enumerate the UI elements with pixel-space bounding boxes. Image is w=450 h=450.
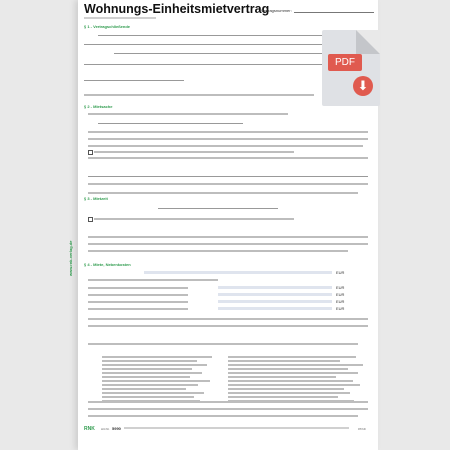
property-address-field[interactable] — [98, 123, 243, 124]
section-heading-1: § 1 - Vertragschließende — [84, 24, 131, 29]
amenities-line — [88, 138, 368, 140]
total-label — [88, 308, 188, 310]
charges-intro — [88, 279, 218, 281]
currency-2: EUR — [336, 285, 345, 290]
section-heading-4: § 4 - Miete, Nebenkosten — [84, 262, 131, 267]
article-number: 5990 — [112, 426, 121, 431]
currency-5: EUR — [336, 306, 345, 311]
keys-clause — [88, 157, 368, 159]
allocation-clause — [88, 408, 368, 410]
pdf-file-icon[interactable] — [322, 30, 380, 106]
cost-list-left — [102, 356, 222, 404]
option-1-text — [94, 151, 294, 153]
download-icon[interactable]: ⬇ — [353, 76, 373, 96]
tenant-address-field[interactable] — [84, 80, 184, 81]
article-number-label: Art.Nr. — [101, 427, 110, 431]
notice-period-clause — [88, 243, 368, 245]
alterations-clause — [88, 183, 368, 185]
checkbox-option-1[interactable] — [88, 150, 93, 155]
total-field[interactable] — [218, 307, 332, 310]
publisher-url: www.rnk-verlag.de — [68, 240, 73, 276]
annual-statement-clause — [88, 343, 358, 345]
footer-notice — [124, 427, 349, 429]
condition-clause — [88, 192, 358, 194]
hot-water-label — [88, 301, 188, 303]
checkbox-option-2[interactable] — [88, 217, 93, 222]
rent-index-clause — [88, 325, 368, 327]
currency-1: EUR — [336, 270, 345, 275]
operating-costs-label — [88, 294, 188, 296]
keys-count-field[interactable] — [88, 176, 368, 177]
cost-list-right — [228, 356, 368, 404]
contract-preamble — [84, 94, 314, 96]
base-rent-field[interactable] — [144, 271, 332, 274]
section-heading-3: § 3 - Mietzeit — [84, 196, 108, 201]
hot-water-field[interactable] — [218, 300, 332, 303]
operating-costs-field[interactable] — [218, 293, 332, 296]
option-2-text — [94, 218, 294, 220]
publisher-logo: RNK — [84, 426, 95, 432]
prepayment-clause — [88, 401, 368, 403]
document-title: Wohnungs-Einheitsmietvertrag — [84, 2, 270, 16]
extension-clause — [88, 250, 348, 252]
usage-note — [88, 145, 363, 147]
page-fold-icon — [356, 30, 380, 54]
lease-start-field[interactable] — [158, 208, 278, 209]
contract-number-label: Vertragsnummer: — [261, 8, 292, 13]
version-date: 07/19 — [358, 427, 366, 431]
termination-clause — [88, 236, 368, 238]
heating-charges-label — [88, 287, 188, 289]
heating-charges-field[interactable] — [218, 286, 332, 289]
pdf-badge: PDF — [328, 54, 362, 71]
section-heading-2: § 2 - Mietsache — [84, 104, 113, 109]
contract-number-field[interactable] — [294, 12, 374, 13]
rent-adjustment-clause — [88, 318, 368, 320]
deadline-clause — [88, 415, 358, 417]
property-description — [88, 113, 288, 115]
rooms-line — [88, 131, 368, 133]
currency-3: EUR — [336, 292, 345, 297]
currency-4: EUR — [336, 299, 345, 304]
